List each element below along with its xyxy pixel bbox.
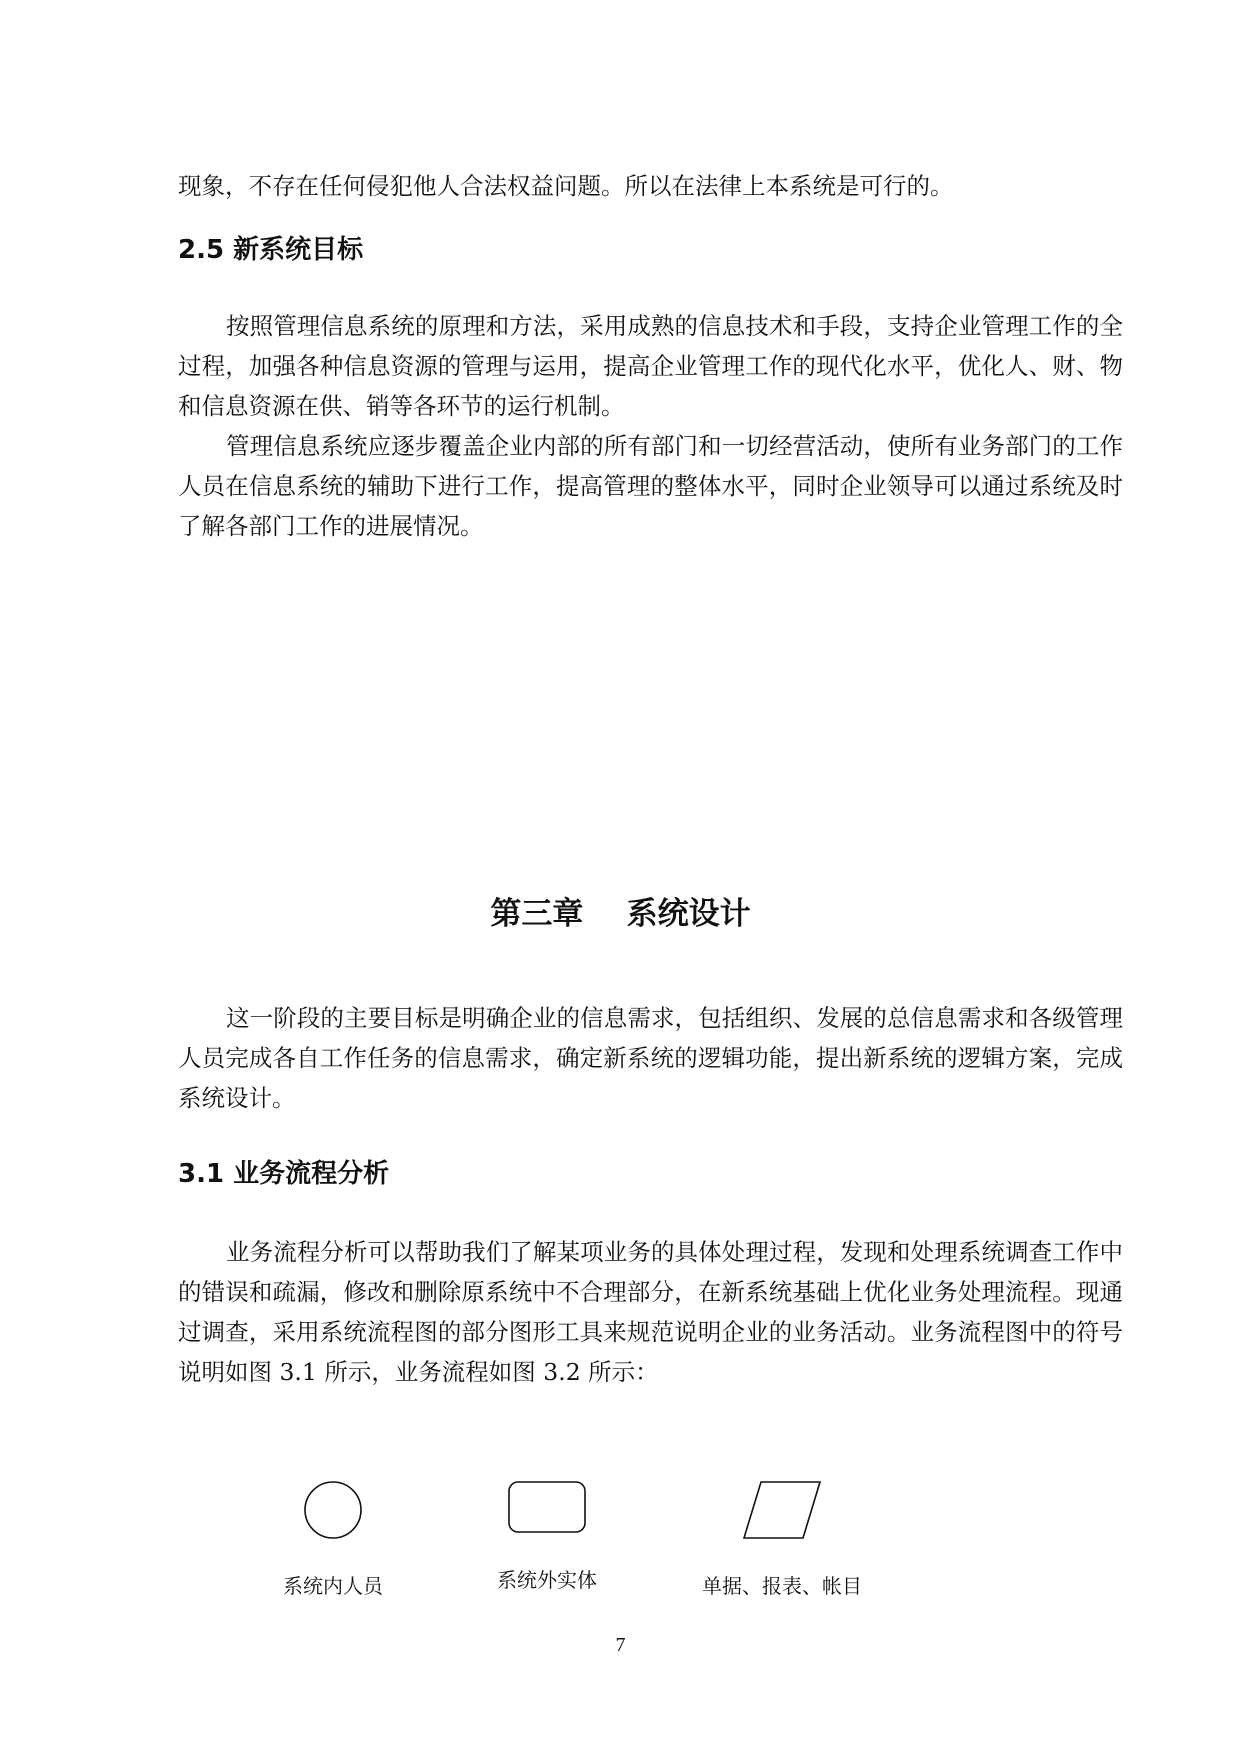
page-number: 7	[615, 1634, 626, 1656]
section-3-1-heading: 3.1 业务流程分析	[178, 1159, 390, 1189]
chapter-3-intro	[178, 998, 1123, 1118]
section-3-1-body	[178, 1232, 1123, 1392]
legend-label-documents: 单据、报表、帐目	[702, 1574, 862, 1598]
legend-item-documents	[692, 1480, 872, 1598]
circle-symbol-icon	[303, 1480, 363, 1540]
legend-item-external-entity	[457, 1480, 637, 1592]
section-2-5-paragraph-1: 按照管理信息系统的原理和方法，采用成熟的信息技术和手段，支持企业管理工作的全过程，加强各种信息资源的管理与运用，提高企业管理工作的现代化水平，优化人、财、物和信息资源在供、销等各环节的运行机制。	[178, 312, 1123, 420]
carryover-paragraph	[178, 166, 1123, 206]
rounded-rectangle-symbol-icon	[507, 1480, 587, 1534]
parallelogram-symbol-icon	[742, 1480, 822, 1540]
section-2-5-heading: 2.5 新系统目标	[178, 235, 364, 265]
flowchart-symbol-legend	[0, 1480, 1241, 1610]
chapter-3-intro-text: 这一阶段的主要目标是明确企业的信息需求，包括组织、发展的总信息需求和各级管理人员完成各自工作任务的信息需求，确定新系统的逻辑功能，提出新系统的逻辑方案，完成系统设计。	[178, 1004, 1123, 1112]
legend-label-external-entity: 系统外实体	[497, 1568, 597, 1592]
legend-label-person: 系统内人员	[283, 1574, 383, 1598]
section-3-1-paragraph: 业务流程分析可以帮助我们了解某项业务的具体处理过程，发现和处理系统调查工作中的错误和疏漏，修改和删除原系统中不合理部分，在新系统基础上优化业务处理流程。现通过调查，采用系统流程图的部分图形工具来规范说明企业的业务活动。业务流程图中的符号说明如图 3.1 所示，业务流程如图 3.2 所示：	[178, 1238, 1123, 1386]
legend-item-person	[243, 1480, 423, 1598]
section-2-5-paragraph-2: 管理信息系统应逐步覆盖企业内部的所有部门和一切经营活动，使所有业务部门的工作人员在信息系统的辅助下进行工作，提高管理的整体水平，同时企业领导可以通过系统及时了解各部门工作的进展情况。	[178, 432, 1123, 540]
carryover-text: 现象，不存在任何侵犯他人合法权益问题。所以在法律上本系统是可行的。	[178, 172, 954, 200]
section-2-5-body	[178, 306, 1123, 546]
chapter-3-title: 第三章 系统设计	[490, 896, 751, 932]
